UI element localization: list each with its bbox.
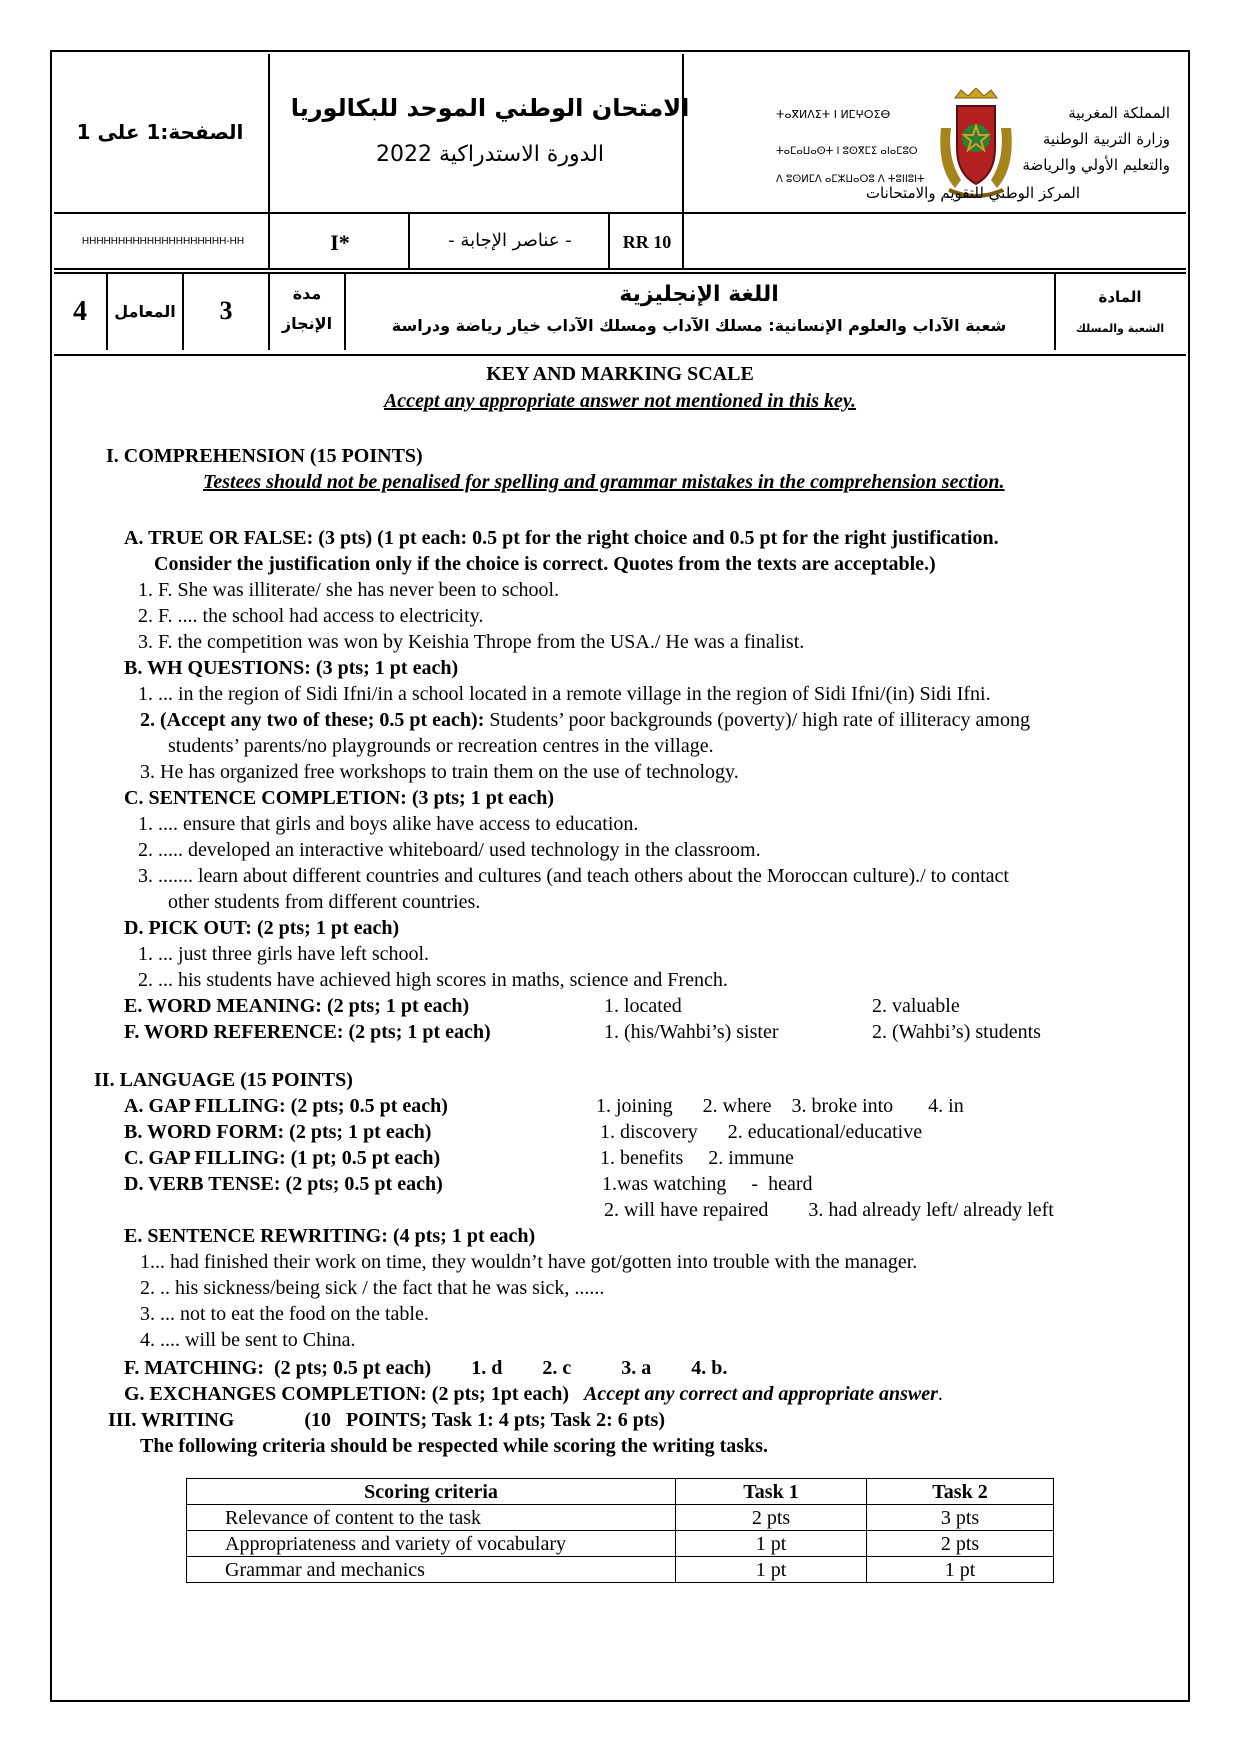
comprehension-note: Testees should not be penalised for spelling and grammar mistakes in the comprehension section. <box>203 471 1005 493</box>
word-meaning-1: 1. located <box>604 995 682 1017</box>
section-writing: III. WRITING (10 POINTS; Task 1: 4 pts; Task 2: 6 pts) <box>108 1409 665 1431</box>
exchanges-title: G. EXCHANGES COMPLETION: (2 pts; 1pt each) <box>124 1383 570 1405</box>
sentence-completion-1: 1. .... ensure that girls and boys alike have access to education. <box>138 813 639 835</box>
key-title: KEY AND MARKING SCALE <box>486 363 754 385</box>
pick-out-2: 2. ... his students have achieved high scores in maths, science and French. <box>138 969 728 991</box>
wh-question-1: 1. ... in the region of Sidi Ifni/in a school located in a remote village in the region of Sidi Ifni/(in) Sidi Ifni. <box>138 683 991 705</box>
word-reference-2: 2. (Wahbi’s) students <box>872 1021 1041 1043</box>
true-false-2: 2. F. .... the school had access to electricity. <box>138 605 484 627</box>
matching-title: F. MATCHING: (2 pts; 0.5 pt each) 1. d 2. c 3. a 4. b. <box>124 1357 728 1379</box>
exchanges-note: Accept any correct and appropriate answer <box>584 1383 938 1405</box>
tifinagh-line-3: ⴷ ⵓⵙⵍⵎⴷ ⴰⵎⵣⵡⴰⵔⵓ ⴷ ⵜⵓⵏⵏⵓⵏⵜ <box>776 174 925 185</box>
sentence-rewriting-3: 3. ... not to eat the food on the table. <box>140 1303 429 1325</box>
exchanges-dot: . <box>937 1383 943 1405</box>
word-reference-1: 1. (his/Wahbi’s) sister <box>604 1021 779 1043</box>
gap-filling-a-title: A. GAP FILLING: (2 pts; 0.5 pt each) <box>124 1095 448 1117</box>
word-meaning-title: E. WORD MEANING: (2 pts; 1 pt each) <box>124 995 470 1017</box>
table-cell: 1 pt <box>676 1557 867 1583</box>
sentence-completion-2: 2. ..... developed an interactive whiteboard/ used technology in the classroom. <box>138 839 761 861</box>
table-row <box>187 1505 1054 1531</box>
sentence-rewriting-1: 1... had finished their work on time, they wouldn’t have got/gotten into trouble with the manager. <box>140 1251 918 1273</box>
table-row <box>187 1557 1054 1583</box>
sentence-completion-title: C. SENTENCE COMPLETION: (3 pts; 1 pt each) <box>124 787 555 809</box>
i-star-code: I* <box>330 230 350 255</box>
true-false-title-2: Consider the justification only if the choice is correct. Quotes from the texts are acceptable.) <box>154 553 936 575</box>
duration-label-1: مدة <box>292 284 322 303</box>
ministry-line-4: المركز الوطني للتقويم والامتحانات <box>865 184 1080 202</box>
subject-label: المادة <box>1098 288 1142 306</box>
table-header-task2: Task 2 <box>867 1479 1054 1505</box>
answer-elements-label: - عناصر الإجابة - <box>448 230 572 251</box>
duration-label-2: الإنجاز <box>281 314 333 333</box>
exchanges-line <box>124 1382 943 1406</box>
table-row <box>187 1531 1054 1557</box>
gap-filling-a-answers: 1. joining 2. where 3. broke into 4. in <box>596 1095 964 1117</box>
verb-tense-title: D. VERB TENSE: (2 pts; 0.5 pt each) <box>124 1173 443 1195</box>
pick-out-title: D. PICK OUT: (2 pts; 1 pt each) <box>124 917 400 939</box>
coefficient-label: المعامل <box>114 302 176 321</box>
page-label: الصفحة:1 على 1 <box>76 120 244 144</box>
rr-code: RR 10 <box>622 232 672 252</box>
stream-label: الشعبة والمسلك <box>1075 322 1165 335</box>
table-cell: 2 pts <box>867 1531 1054 1557</box>
word-form-answers: 1. discovery 2. educational/educative <box>600 1121 923 1143</box>
table-cell: Relevance of content to the task <box>187 1505 676 1531</box>
sentence-rewriting-4: 4. .... will be sent to China. <box>140 1329 356 1351</box>
exam-session: الدورة الاستدراكية 2022 <box>375 142 605 167</box>
table-header-row <box>187 1479 1054 1505</box>
table-cell: 3 pts <box>867 1505 1054 1531</box>
gap-filling-c-title: C. GAP FILLING: (1 pt; 0.5 pt each) <box>124 1147 441 1169</box>
table-cell: 2 pts <box>676 1505 867 1531</box>
ministry-line-1: المملكة المغربية <box>1068 104 1170 122</box>
table-cell: 1 pt <box>867 1557 1054 1583</box>
gap-filling-c-answers: 1. benefits 2. immune <box>600 1147 794 1169</box>
key-subtitle: Accept any appropriate answer not mentioned in this key. <box>383 390 857 412</box>
tifinagh-line-1: ⵜⴰⴳⵍⴷⵉⵜ ⵏ ⵍⵎⵖⵔⵉⴱ <box>776 108 891 121</box>
table-header-criteria: Scoring criteria <box>187 1479 676 1505</box>
section-language: II. LANGUAGE (15 POINTS) <box>94 1069 353 1091</box>
sentence-rewriting-title: E. SENTENCE REWRITING: (4 pts; 1 pt each) <box>124 1225 536 1247</box>
scoring-criteria-table <box>186 1478 1054 1583</box>
word-form-title: B. WORD FORM: (2 pts; 1 pt each) <box>124 1121 432 1143</box>
exam-code: HHHHHHHHHHHHHHHHHHHH-HH <box>81 236 245 247</box>
verb-tense-answers-2: 2. will have repaired 3. had already left/ already left <box>604 1199 1054 1221</box>
tifinagh-line-2: ⵜⴰⵎⴰⵡⴰⵙⵜ ⵏ ⵓⵙⴳⵎⵉ ⴰⵏⴰⵎⵓⵔ <box>776 146 918 157</box>
wh-question-2-cont: students’ parents/no playgrounds or recreation centres in the village. <box>168 735 714 757</box>
true-false-1: 1. F. She was illiterate/ she has never been to school. <box>138 579 560 601</box>
wh-question-2-rest: Students’ poor backgrounds (poverty)/ high rate of illiteracy among <box>484 709 1030 731</box>
true-false-title: A. TRUE OR FALSE: (3 pts) (1 pt each: 0.5 pt for the right choice and 0.5 pt for the right justification. <box>124 527 999 549</box>
sentence-completion-3: 3. ....... learn about different countries and cultures (and teach others about the Moroccan culture)./ to contact <box>138 865 1009 887</box>
stream-name: شعبة الآداب والعلوم الإنسانية: مسلك الآداب ومسلك الآداب خيار رياضة ودراسة <box>391 316 1007 335</box>
writing-note: The following criteria should be respected while scoring the writing tasks. <box>140 1435 768 1457</box>
word-meaning-2: 2. valuable <box>872 995 960 1017</box>
table-cell: 1 pt <box>676 1531 867 1557</box>
word-reference-title: F. WORD REFERENCE: (2 pts; 1 pt each) <box>124 1021 491 1043</box>
wh-questions-title: B. WH QUESTIONS: (3 pts; 1 pt each) <box>124 657 459 679</box>
sentence-rewriting-2: 2. .. his sickness/being sick / the fact that he was sick, ...... <box>140 1277 605 1299</box>
sentence-completion-3-cont: other students from different countries. <box>168 891 481 913</box>
true-false-3: 3. F. the competition was won by Keishia Thrope from the USA./ He was a finalist. <box>138 631 805 653</box>
verb-tense-answers-1: 1.was watching - heard <box>602 1173 813 1195</box>
pick-out-1: 1. ... just three girls have left school. <box>138 943 430 965</box>
wh-question-2 <box>140 708 1030 732</box>
table-cell: Grammar and mechanics <box>187 1557 676 1583</box>
wh-question-3: 3. He has organized free workshops to train them on the use of technology. <box>140 761 739 783</box>
ministry-line-3: والتعليم الأولي والرياضة <box>1022 156 1170 174</box>
table-cell: Appropriateness and variety of vocabulary <box>187 1531 676 1557</box>
subject-name: اللغة الإنجليزية <box>619 282 779 307</box>
ministry-line-2: وزارة التربية الوطنية <box>1042 130 1170 148</box>
coefficient-value: 4 <box>73 296 87 327</box>
section-comprehension: I. COMPREHENSION (15 POINTS) <box>106 445 423 467</box>
wh-question-2-bold: 2. (Accept any two of these; 0.5 pt each): <box>140 709 485 731</box>
table-header-task1: Task 1 <box>676 1479 867 1505</box>
exam-title: الامتحان الوطني الموحد للبكالوريا <box>290 94 690 122</box>
duration-value: 3 <box>219 296 233 325</box>
